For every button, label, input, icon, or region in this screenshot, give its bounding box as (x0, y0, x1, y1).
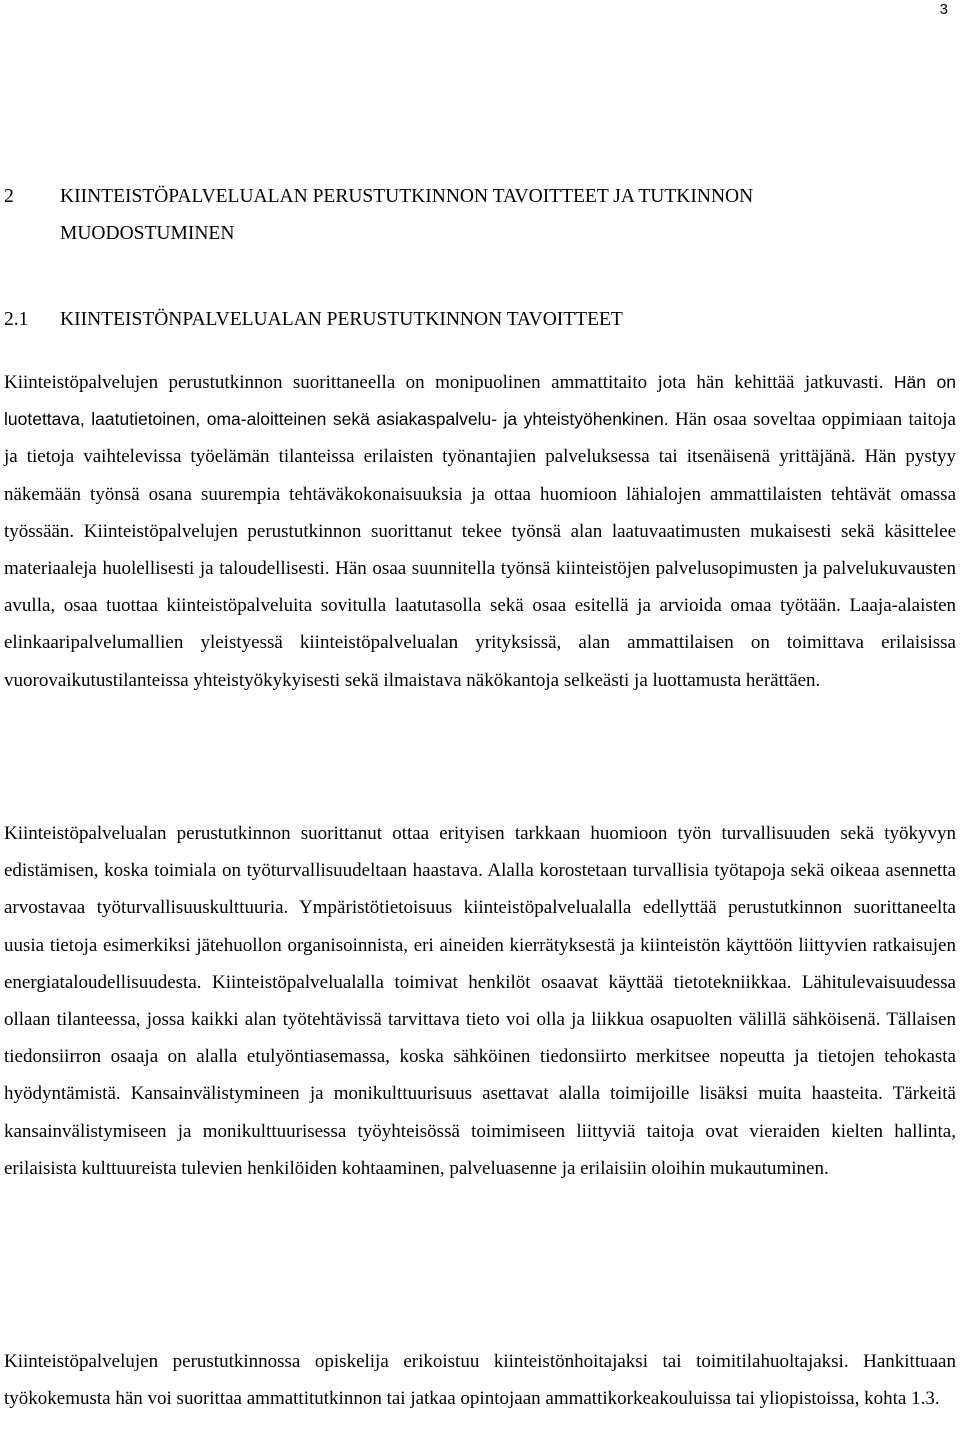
section-heading (4, 301, 954, 338)
page-number: 3 (939, 1, 948, 18)
paragraph-goals-sentence-3: Hän osaa soveltaa oppimiaan taitoja ja tietoja vaihtelevissa työelämän tilanteissa erilaisten työnantajien palveluksessa tai itsenäisenä yrittäjänä. (4, 409, 956, 468)
paragraph-goals (4, 364, 956, 699)
section-number: 2.1 (4, 309, 29, 330)
paragraph-safety: Kiinteistöpalvelualan perustutkinnon suorittanut ottaa erityisen tarkkaan huomioon työn turvallisuuden sekä työkyvyn edistämisen, koska toimiala on työturvallisuudeltaan haastava. Alalla korostetaan turvallisia työtapoja sekä oikeaa asennetta arvostavaa työturvallisuuskulttuuria. Ympäristötietoisuus kiinteistöpalvelualalla edellyttää perustutkinnon suorittaneelta uusia tietoja esimerkiksi jätehuollon organisoinnista, eri aineiden kierrätyksestä ja kiinteistön käyttöön liittyvien ratkaisujen energiataloudellisuudesta. Kiinteistöpalvelualalla toimivat henkilöt osaavat käyttää tietotekniikkaa. Lähitulevaisuudessa ollaan tilanteessa, jossa kaikki alan työtehtävissä tarvittava tieto voi olla ja liikkua osapuolten välillä sähköisenä. Tällaisen tiedonsiirron osaaja on alalla etulyöntiasemassa, koska sähköinen tiedonsiirto merkitsee nopeutta ja tietojen tehokasta hyödyntämistä. Kansainvälistymineen ja monikulttuurisuus asettavat alalla toimijoille lisäksi muita haasteita. Tärkeitä kansainvälistymiseen ja monikulttuurisessa työyhteisössä toimimiseen liittyviä taitoja ovat vieraiden kielten hallinta, erilaisista kulttuureista tulevien henkilöiden kohtaaminen, palveluasenne ja erilaisiin oloihin mukautuminen. (4, 823, 956, 1179)
chapter-title-line2: MUODOSTUMINEN (60, 223, 235, 244)
chapter-heading (4, 178, 954, 252)
chapter-number: 2 (4, 186, 14, 207)
paragraph-goals-sentence-2: Hän on luotettava, laatutietoinen, oma-aloitteinen sekä asiakaspalvelu- ja yhteistyöhenkinen. (4, 372, 956, 430)
paragraph-goals-sentence-5: Kiinteistöpalvelujen perustutkinnon suorittanut tekee työnsä alan laatuvaatimusten mukaisesti sekä käsittelee materiaaleja huolellisesti ja taloudellisesti. Hän osaa suunnitella työnsä kiinteistöjen palvelusopimusten ja palvelukuvausten avulla, osaa tuottaa kiinteistöpalveluita sovitulla laatutasolla sekä osaa esitellä ja arvioida omaa työtään. Laaja-alaisten elinkaaripalvelumallien yleistyessä kiinteistöpalvelualan yrityksissä, alan ammattilaisen on toimittava erilaisissa vuorovaikutustilanteissa yhteistyökykyisesti sekä ilmaistava näkökantoja selkeästi ja luottamusta herättäen. (4, 520, 957, 691)
chapter-title-line1: KIINTEISTÖPALVELUALAN PERUSTUTKINNON TAVOITTEET JA TUTKINNON (60, 186, 754, 207)
section-title: KIINTEISTÖNPALVELUALAN PERUSTUTKINNON TAVOITTEET (60, 309, 623, 330)
paragraph-goals-sentence-4: Hän pystyy näkemään työnsä osana suurempia tehtäväkokonaisuuksia ja ottaa huomioon lähialojen ammattilaisten tehtävät omassa työssään. (4, 446, 956, 542)
paragraph-goals-sentence-1: Kiinteistöpalvelujen perustutkinnon suorittaneella on monipuolinen ammattitaito jota hän kehittää jatkuvasti. (4, 372, 884, 393)
paragraph-specialization: Kiinteistöpalvelujen perustutkinnossa opiskelija erikoistuu kiinteistönhoitajaksi tai toimitilahuoltajaksi. Hankittuaan työkokemusta hän voi suorittaa ammattitutkinnon tai jatkaa opintojaan ammattikorkeakouluissa tai yliopistoissa, kohta 1.3. (4, 1351, 956, 1410)
